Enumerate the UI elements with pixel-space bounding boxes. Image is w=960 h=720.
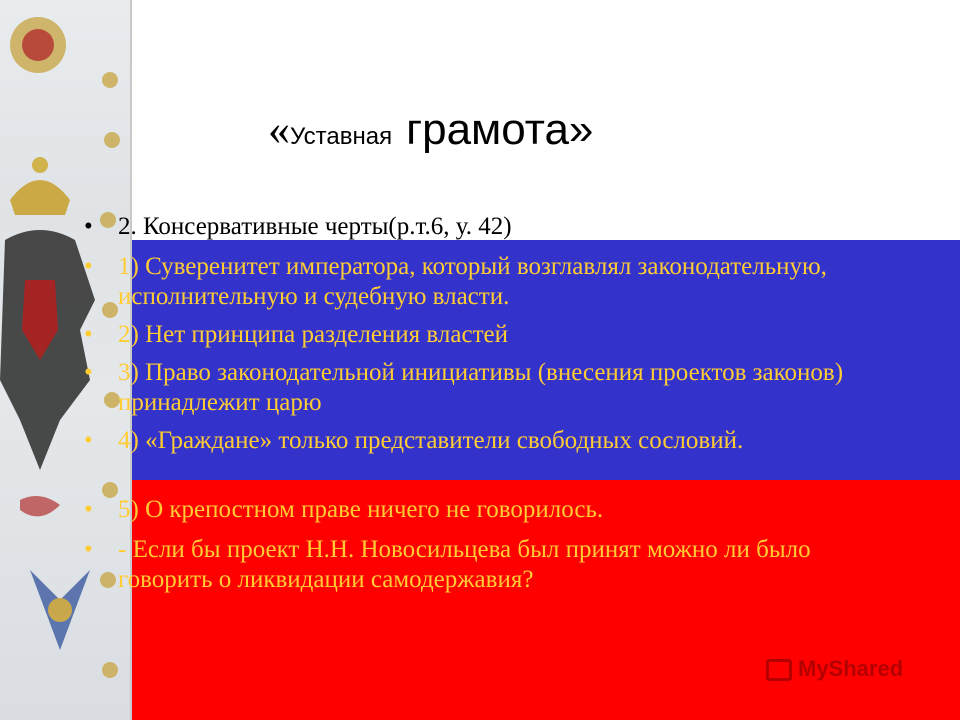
title-big-word: грамота»: [406, 105, 594, 154]
imperial-ornament-strip: [0, 0, 132, 720]
title-open-quote: «: [268, 105, 290, 154]
slide-title: [268, 104, 788, 155]
bullet-text: 3) Право законодательной инициативы (внесения проектов законов) принадлежит царю: [118, 359, 844, 416]
bullet-marker: •: [84, 496, 93, 523]
presentation-icon: [766, 659, 792, 681]
bullet-marker: •: [84, 536, 93, 563]
bullet-text: - Если бы проект Н.Н. Новосильцева был принят можно ли было говорить о ликвидации самодержавия?: [118, 536, 811, 593]
bullet-text: 2. Консервативные черты(р.т.6, у. 42): [118, 213, 512, 240]
bullet-text: 2) Нет принципа разделения властей: [118, 321, 508, 348]
bullet-marker: •: [84, 427, 93, 454]
watermark-text: MyShared: [798, 656, 904, 681]
bullet-text: 4) «Граждане» только представители свободных сословий.: [118, 427, 744, 454]
double-headed-eagle-icon: [0, 0, 130, 720]
title-small-word: Уставная: [290, 123, 393, 150]
bullet-marker: •: [84, 253, 93, 280]
bullet-text: 1) Суверенитет императора, который возглавлял законодательную, исполнительную и судебную власти.: [118, 253, 827, 310]
bullet-marker: •: [84, 321, 93, 348]
watermark-logo: [766, 656, 903, 682]
bullet-marker: •: [84, 359, 93, 386]
bullet-text: 5) О крепостном праве ничего не говорилось.: [118, 496, 604, 523]
bullet-marker: •: [84, 213, 93, 240]
